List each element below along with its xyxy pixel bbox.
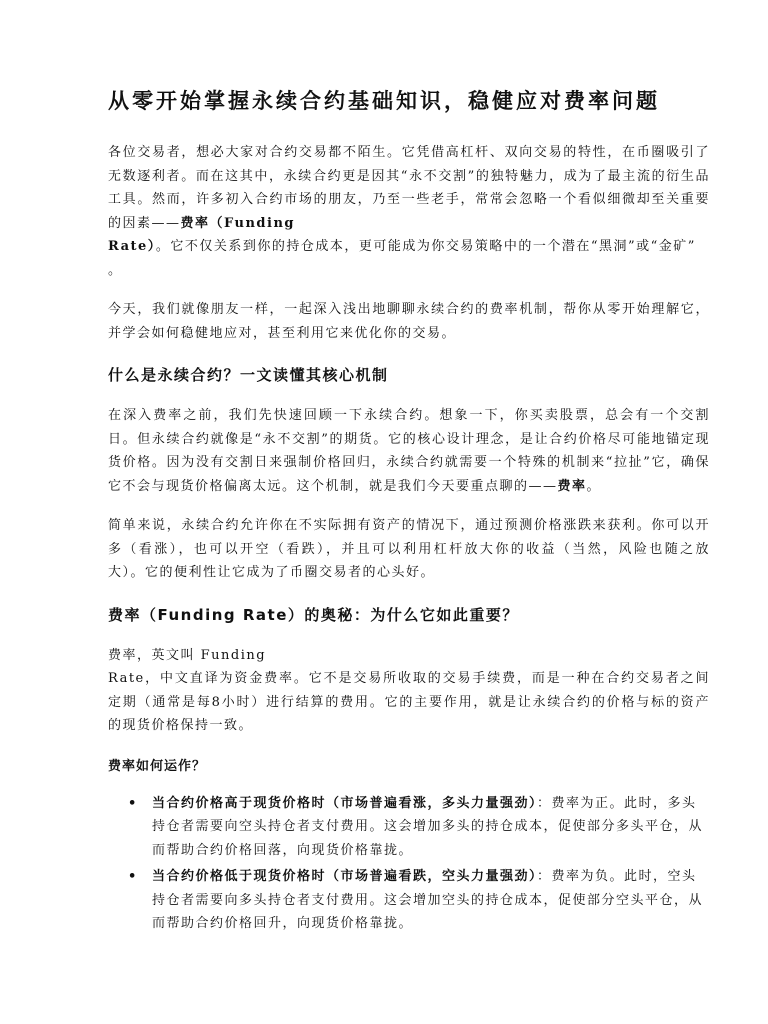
list-item-text: ：费率为正。此时，多头持仓者需要向空头持仓者支付费用。这会增加多头的持仓成本，促使部分多头平仓，从而帮助合约价格回落，向现货价格靠拢。 [152, 795, 704, 858]
section2-paragraph-1 [108, 644, 710, 738]
intro-line-2 [108, 235, 710, 259]
list-item-condition: 当合约价格低于现货价格时（市场普遍看跌，空头力量强劲） [152, 869, 538, 885]
section1-text: 在深入费率之前，我们先快速回顾一下永续合约。想象一下，你买卖股票，总会有一个交割日。但永续合约就像是“永不交割”的期货。它的核心设计理念，是让合约价格尽可能地锚定现货价格。因为没有交割日来强制价格回归，永续合约就需要一个特殊的机制来“拉扯”它，确保它不会与现货价格偏离太远。这个机制，就是我们今天要重点聊的—— [108, 408, 710, 494]
page-title: 从零开始掌握永续合约基础知识，稳健应对费率问题 [108, 89, 660, 113]
list-item-text: ：费率为负。此时，空头持仓者需要向多头持仓者支付费用。这会增加空头的持仓成本，促使部分空头平仓，从而帮助合约价格回升，向现货价格靠拢。 [152, 869, 704, 932]
funding-rate-term-2: 费率 [557, 478, 587, 494]
list-item [108, 865, 710, 936]
intro-paragraph-2: 今天，我们就像朋友一样，一起深入浅出地聊聊永续合约的费率机制，帮你从零开始理解它，并学会如何稳健地应对，甚至利用它来优化你的交易。 [108, 302, 710, 341]
list-item-condition: 当合约价格高于现货价格时（市场普遍看涨，多头力量强劲） [152, 795, 538, 811]
funding-rate-term-cont: Rate） [108, 239, 156, 255]
bullet-icon: • [128, 869, 138, 885]
section-heading-funding-rate: 费率（Funding Rate）的奥秘：为什么它如此重要？ [108, 605, 519, 624]
how-it-works-list [108, 792, 710, 936]
section1-end: 。 [586, 478, 602, 494]
intro-paragraph-1 [108, 141, 710, 282]
funding-rate-term: 费率（Funding [180, 215, 295, 231]
intro-text-cont: 。它不仅关系到你的持仓成本，更可能成为你交易策略中的一个潜在“黑洞”或“金矿” [155, 239, 696, 255]
section1-paragraph-1 [108, 404, 710, 498]
section-heading-perpetual: 什么是永续合约？一文读懂其核心机制 [108, 366, 389, 385]
list-item [108, 792, 710, 863]
section1-paragraph-2: 简单来说，永续合约允许你在不实际拥有资产的情况下，通过预测价格涨跌来获利。你可以开多（看涨），也可以开空（看跌），并且可以利用杠杆放大你的收益（当然，风险也随之放大）。它的便利性让它成为了币圈交易者的心头好。 [108, 518, 710, 581]
section2-rest: Rate，中文直译为资金费率。它不是交易所收取的交易手续费，而是一种在合约交易者之间定期（通常是每8小时）进行结算的费用。它的主要作用，就是让永续合约的价格与标的资产的现货价格保持一致。 [108, 671, 710, 734]
section-heading-how-it-works: 费率如何运作？ [108, 758, 207, 774]
intro-text: 各位交易者，想必大家对合约交易都不陌生。它凭借高杠杆、双向交易的特性，在币圈吸引了无数逐利者。而在这其中，永续合约更是因其“永不交割”的独特魅力，成为了最主流的衍生品工具。然而，许多初入合约市场的朋友，乃至一些老手，常常会忽略一个看似细微却至关重要的因素—— [108, 145, 710, 231]
section2-line-1: 费率，英文叫 Funding [108, 647, 267, 663]
bullet-icon: • [128, 795, 138, 811]
intro-line-3: 。 [108, 262, 123, 278]
